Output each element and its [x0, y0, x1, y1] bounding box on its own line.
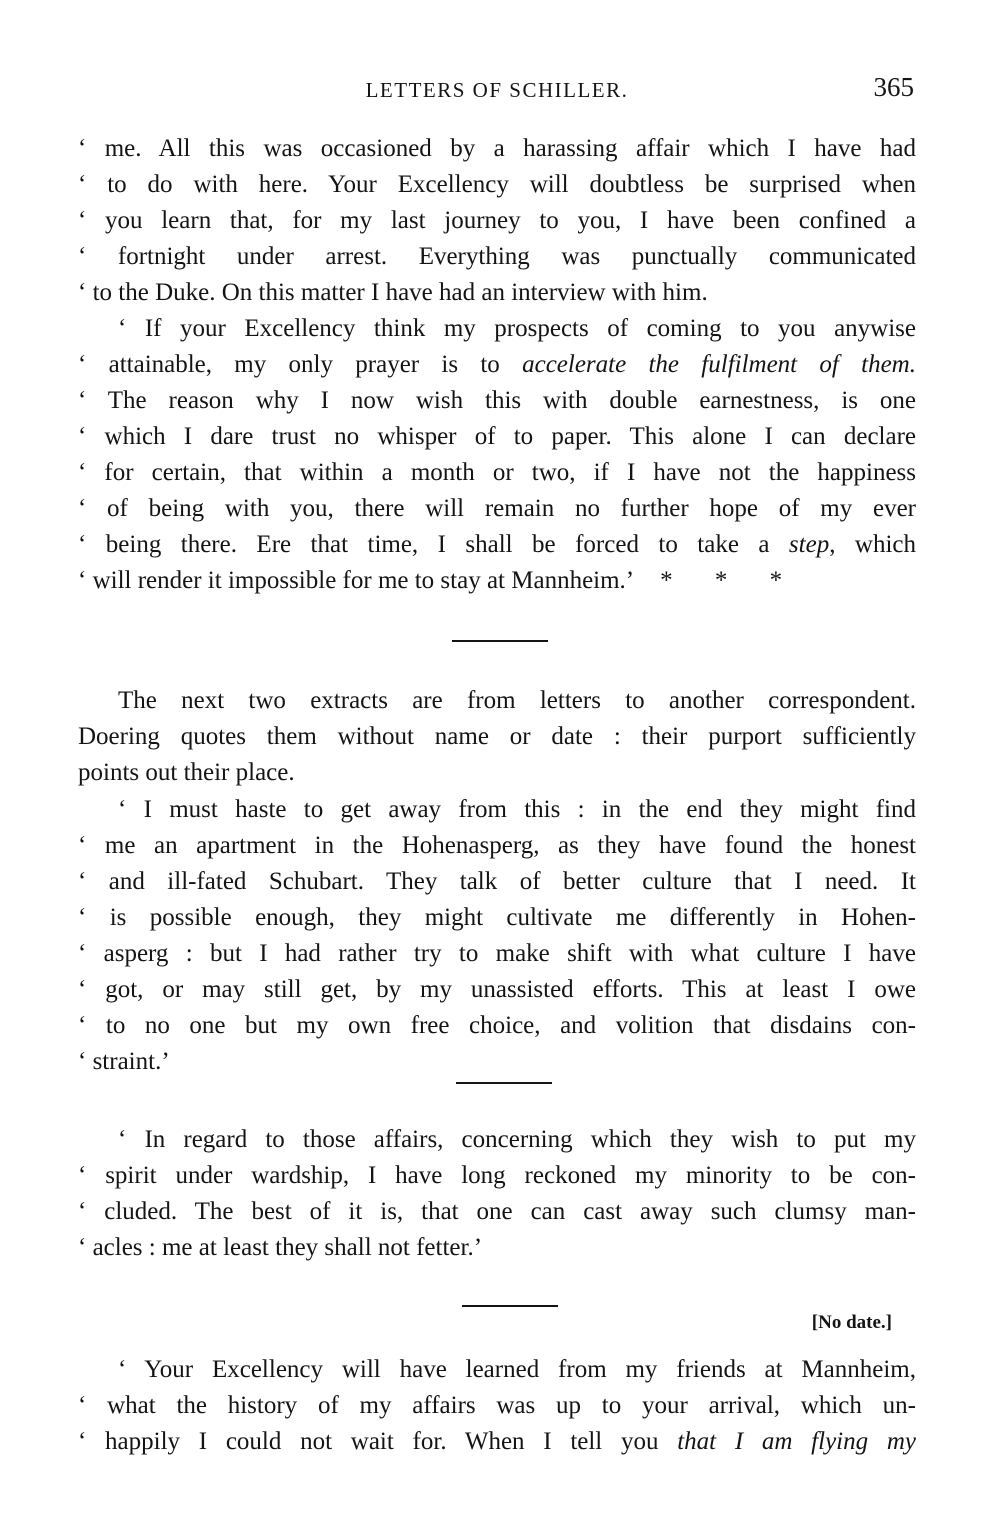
- page-number: 365: [873, 72, 914, 102]
- text-line: ‘ In regard to those affairs, concerning which they wish to put my: [118, 1126, 916, 1153]
- intro-paragraph: [78, 683, 916, 791]
- letter-paragraph: [78, 311, 916, 599]
- text-line: ‘ me. All this was occasioned by a harassing affair which I have had: [78, 135, 916, 162]
- section-rule: [462, 1305, 558, 1307]
- text-line: ‘ of being with you, there will remain no further hope of my ever: [78, 495, 916, 522]
- text-line: [78, 563, 916, 599]
- text-line: ‘ acles : me at least they shall not fetter.’: [78, 1234, 483, 1261]
- letter-continuation: [78, 131, 916, 311]
- italic-run: that I am flying my: [677, 1428, 916, 1455]
- text-line: ‘ to no one but my own free choice, and volition that disdains con-: [78, 1012, 916, 1039]
- text-line: Doering quotes them without name or date : their purport sufficiently: [78, 723, 916, 750]
- italic-run: step: [788, 531, 830, 558]
- text-line: ‘ If your Excellency think my prospects of coming to you anywise: [118, 315, 916, 342]
- text-line: ‘ and ill-fated Schubart. They talk of better culture that I need. It: [78, 868, 916, 895]
- text-line: ‘ which I dare trust no whisper of to paper. This alone I can declare: [78, 423, 916, 450]
- text-run: , which: [829, 531, 916, 558]
- italic-run: accelerate the fulfilment of them.: [522, 351, 916, 378]
- text-line: ‘ fortnight under arrest. Everything was punctually communicated: [78, 243, 916, 270]
- text-line: ‘ is possible enough, they might cultivate me differently in Hohen-: [78, 904, 916, 931]
- text-run: ‘ will render it impossible for me to stay at Mannheim.’: [78, 567, 635, 594]
- text-line: ‘ The reason why I now wish this with double earnestness, is one: [78, 387, 916, 414]
- page-header: [78, 72, 916, 112]
- text-line: ‘ got, or may still get, by my unassisted efforts. This at least I owe: [78, 976, 916, 1003]
- extract-two: [78, 1122, 916, 1266]
- section-rule: [456, 1082, 552, 1084]
- text-line: [78, 1424, 916, 1460]
- extract-one: [78, 792, 916, 1080]
- text-line: ‘ spirit under wardship, I have long reckoned my minority to be con-: [78, 1162, 916, 1189]
- asterisks: * * *: [660, 567, 801, 594]
- section-rule: [452, 640, 548, 642]
- text-run: ‘ attainable, my only prayer is to: [78, 351, 523, 378]
- text-line: ‘ to do with here. Your Excellency will doubtless be surprised when: [78, 171, 916, 198]
- text-line: The next two extracts are from letters to another correspondent.: [118, 687, 916, 714]
- text-line: ‘ I must haste to get away from this : in the end they might find: [118, 796, 916, 823]
- no-date-note: [No date.]: [811, 1312, 892, 1333]
- text-line: ‘ Your Excellency will have learned from my friends at Mannheim,: [118, 1356, 916, 1383]
- text-run: ‘ being there. Ere that time, I shall be forced to take a: [78, 531, 789, 558]
- text-line: ‘ what the history of my affairs was up to your arrival, which un-: [78, 1392, 916, 1419]
- text-line: ‘ me an apartment in the Hohenasperg, as they have found the honest: [78, 832, 916, 859]
- text-line: ‘ for certain, that within a month or two, if I have not the happiness: [78, 459, 916, 486]
- text-line: [78, 527, 916, 563]
- text-line: points out their place.: [78, 759, 295, 786]
- text-run: ‘ happily I could not wait for. When I tell you: [78, 1428, 678, 1455]
- text-line: ‘ asperg : but I had rather try to make shift with what culture I have: [78, 940, 916, 967]
- running-title: LETTERS OF SCHILLER.: [365, 78, 629, 102]
- text-line: ‘ cluded. The best of it is, that one can cast away such clumsy man-: [78, 1198, 916, 1225]
- letter-two: [78, 1352, 916, 1460]
- text-line: ‘ to the Duke. On this matter I have had an interview with him.: [78, 279, 708, 306]
- text-line: ‘ straint.’: [78, 1048, 170, 1075]
- text-line: [78, 347, 916, 383]
- text-line: ‘ you learn that, for my last journey to you, I have been confined a: [78, 207, 916, 234]
